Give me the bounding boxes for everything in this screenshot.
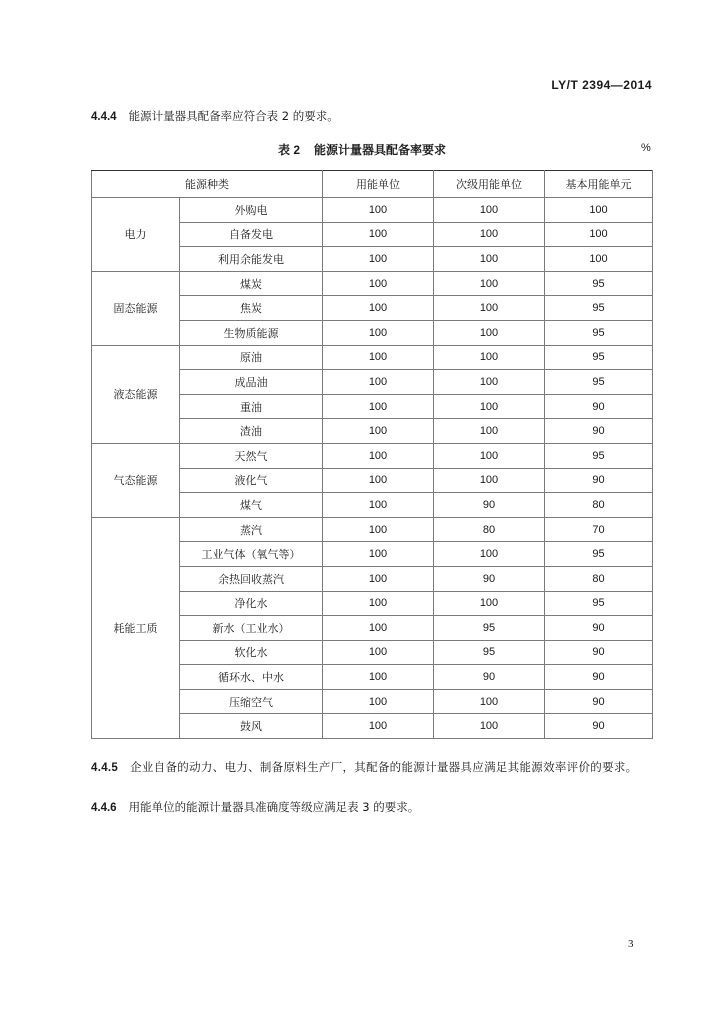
basic-unit-rate-cell: 90 [545, 468, 653, 493]
secondary-unit-rate-cell: 95 [434, 640, 545, 665]
energy-unit-rate-cell: 100 [323, 542, 434, 567]
basic-unit-rate-cell: 100 [545, 247, 653, 272]
table-row [92, 271, 653, 296]
clause-number: 4.4.4 [91, 111, 117, 123]
energy-item-cell: 鼓风 [180, 714, 323, 739]
energy-category-cell: 液态能源 [92, 345, 180, 443]
secondary-unit-rate-cell: 90 [434, 665, 545, 690]
table-caption: 能源计量器具配备率要求 [314, 143, 447, 157]
secondary-unit-rate-cell: 100 [434, 345, 545, 370]
energy-item-cell: 液化气 [180, 468, 323, 493]
energy-item-cell: 循环水、中水 [180, 665, 323, 690]
secondary-unit-rate-cell: 100 [434, 468, 545, 493]
table-body [92, 198, 653, 739]
energy-unit-rate-cell: 100 [323, 566, 434, 591]
basic-unit-rate-cell: 95 [545, 296, 653, 321]
basic-unit-rate-cell: 70 [545, 517, 653, 542]
basic-unit-rate-cell: 90 [545, 714, 653, 739]
energy-item-cell: 外购电 [180, 198, 323, 223]
secondary-unit-rate-cell: 100 [434, 419, 545, 444]
energy-unit-rate-cell: 100 [323, 198, 434, 223]
energy-item-cell: 利用余能发电 [180, 247, 323, 272]
energy-unit-rate-cell: 100 [323, 591, 434, 616]
energy-item-cell: 天然气 [180, 443, 323, 468]
energy-unit-rate-cell: 100 [323, 689, 434, 714]
secondary-unit-rate-cell: 90 [434, 566, 545, 591]
basic-unit-rate-cell: 80 [545, 566, 653, 591]
table-row [92, 443, 653, 468]
energy-item-cell: 软化水 [180, 640, 323, 665]
secondary-unit-rate-cell: 100 [434, 296, 545, 321]
energy-item-cell: 自备发电 [180, 222, 323, 247]
basic-unit-rate-cell: 95 [545, 370, 653, 395]
energy-unit-rate-cell: 100 [323, 468, 434, 493]
table-number: 表 2 [277, 143, 300, 157]
basic-unit-rate-cell: 95 [545, 320, 653, 345]
energy-item-cell: 蒸汽 [180, 517, 323, 542]
secondary-unit-rate-cell: 100 [434, 591, 545, 616]
clause-text: 用能单位的能源计量器具准确度等级应满足表 3 的要求。 [128, 800, 420, 814]
energy-unit-rate-cell: 100 [323, 443, 434, 468]
energy-item-cell: 新水（工业水） [180, 616, 323, 641]
energy-unit-rate-cell: 100 [323, 271, 434, 296]
basic-unit-rate-cell: 95 [545, 591, 653, 616]
energy-item-cell: 煤气 [180, 493, 323, 518]
standard-code: LY/T 2394—2014 [551, 78, 652, 92]
basic-unit-rate-cell: 100 [545, 198, 653, 223]
energy-item-cell: 工业气体（氧气等） [180, 542, 323, 567]
clause-number: 4.4.5 [91, 762, 119, 774]
secondary-unit-rate-cell: 100 [434, 370, 545, 395]
basic-unit-rate-cell: 90 [545, 640, 653, 665]
energy-unit-rate-cell: 100 [323, 247, 434, 272]
clause-4-4-4 [91, 106, 339, 127]
energy-category-cell: 耗能工质 [92, 517, 180, 738]
secondary-unit-rate-cell: 100 [434, 198, 545, 223]
energy-item-cell: 焦炭 [180, 296, 323, 321]
basic-unit-rate-cell: 80 [545, 493, 653, 518]
secondary-unit-rate-cell: 100 [434, 271, 545, 296]
secondary-unit-rate-cell: 100 [434, 394, 545, 419]
clause-4-4-6 [91, 797, 419, 818]
energy-category-cell: 气态能源 [92, 443, 180, 517]
energy-unit-rate-cell: 100 [323, 419, 434, 444]
energy-unit-rate-cell: 100 [323, 296, 434, 321]
energy-item-cell: 净化水 [180, 591, 323, 616]
basic-unit-rate-cell: 100 [545, 222, 653, 247]
secondary-unit-rate-cell: 80 [434, 517, 545, 542]
energy-category-cell: 电力 [92, 198, 180, 272]
energy-item-cell: 余热回收蒸汽 [180, 566, 323, 591]
metering-rate-table [91, 170, 653, 739]
energy-unit-rate-cell: 100 [323, 640, 434, 665]
secondary-unit-rate-cell: 95 [434, 616, 545, 641]
header-secondary-unit: 次级用能单位 [434, 171, 545, 198]
clause-text: 企业自备的动力、电力、制备原料生产厂，其配备的能源计量器具应满足其能源效率评价的要求。 [130, 760, 638, 774]
energy-item-cell: 原油 [180, 345, 323, 370]
basic-unit-rate-cell: 90 [545, 419, 653, 444]
basic-unit-rate-cell: 95 [545, 271, 653, 296]
secondary-unit-rate-cell: 100 [434, 443, 545, 468]
basic-unit-rate-cell: 90 [545, 394, 653, 419]
clause-number: 4.4.6 [91, 802, 117, 814]
table-unit: % [641, 142, 651, 154]
header-energy-unit: 用能单位 [323, 171, 434, 198]
energy-unit-rate-cell: 100 [323, 616, 434, 641]
secondary-unit-rate-cell: 100 [434, 689, 545, 714]
energy-item-cell: 煤炭 [180, 271, 323, 296]
secondary-unit-rate-cell: 90 [434, 493, 545, 518]
table-title [0, 141, 724, 158]
energy-unit-rate-cell: 100 [323, 345, 434, 370]
energy-unit-rate-cell: 100 [323, 517, 434, 542]
energy-unit-rate-cell: 100 [323, 493, 434, 518]
table-row [92, 517, 653, 542]
clause-4-4-5 [91, 757, 653, 778]
energy-item-cell: 成品油 [180, 370, 323, 395]
header-energy-type: 能源种类 [92, 171, 323, 198]
secondary-unit-rate-cell: 100 [434, 222, 545, 247]
energy-unit-rate-cell: 100 [323, 714, 434, 739]
secondary-unit-rate-cell: 100 [434, 542, 545, 567]
basic-unit-rate-cell: 95 [545, 542, 653, 567]
energy-unit-rate-cell: 100 [323, 665, 434, 690]
header-basic-unit: 基本用能单元 [545, 171, 653, 198]
basic-unit-rate-cell: 90 [545, 689, 653, 714]
table-header-row [92, 171, 653, 198]
energy-item-cell: 压缩空气 [180, 689, 323, 714]
energy-unit-rate-cell: 100 [323, 370, 434, 395]
energy-item-cell: 生物质能源 [180, 320, 323, 345]
energy-unit-rate-cell: 100 [323, 222, 434, 247]
clause-text: 能源计量器具配备率应符合表 2 的要求。 [128, 109, 339, 123]
basic-unit-rate-cell: 95 [545, 443, 653, 468]
secondary-unit-rate-cell: 100 [434, 320, 545, 345]
energy-unit-rate-cell: 100 [323, 320, 434, 345]
basic-unit-rate-cell: 90 [545, 616, 653, 641]
basic-unit-rate-cell: 95 [545, 345, 653, 370]
energy-item-cell: 重油 [180, 394, 323, 419]
table-row [92, 198, 653, 223]
secondary-unit-rate-cell: 100 [434, 247, 545, 272]
energy-unit-rate-cell: 100 [323, 394, 434, 419]
secondary-unit-rate-cell: 100 [434, 714, 545, 739]
energy-item-cell: 渣油 [180, 419, 323, 444]
table-row [92, 345, 653, 370]
page-number: 3 [628, 938, 634, 950]
basic-unit-rate-cell: 90 [545, 665, 653, 690]
energy-category-cell: 固态能源 [92, 271, 180, 345]
